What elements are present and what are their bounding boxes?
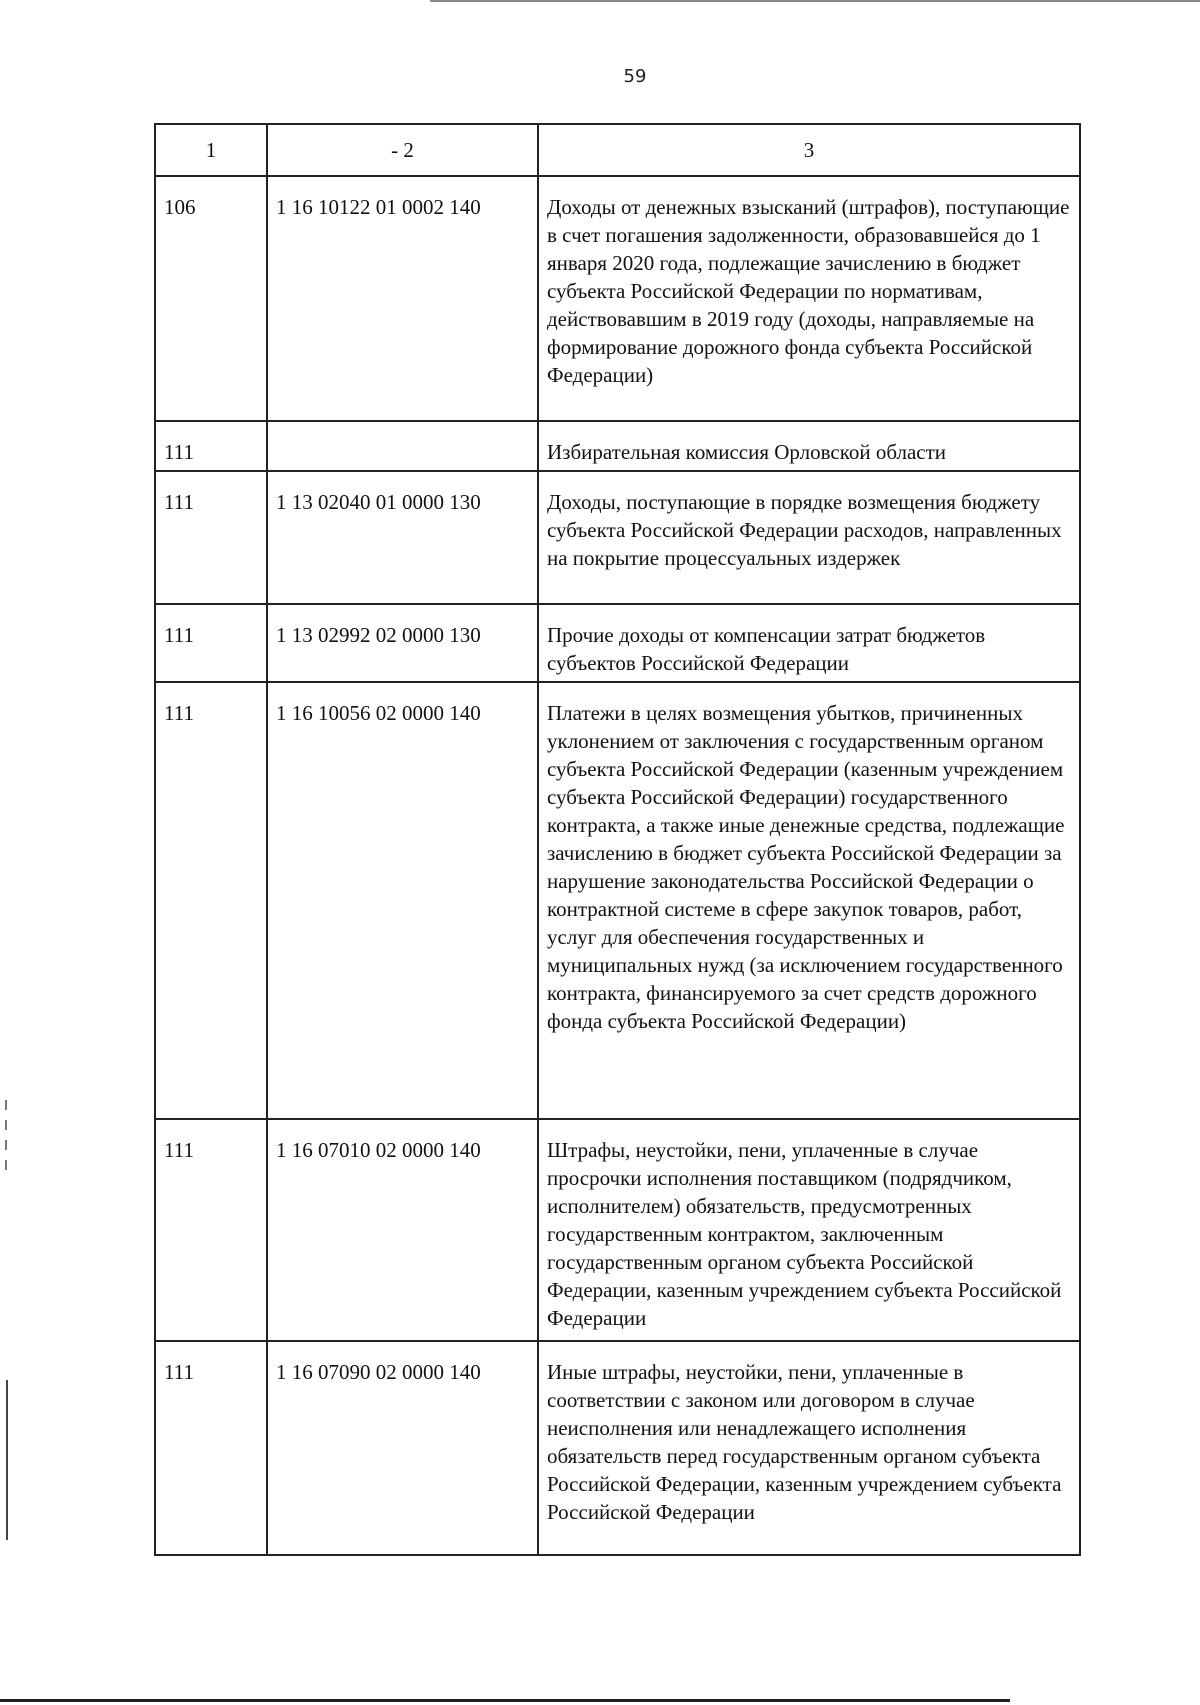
description-cell: Платежи в целях возмещения убытков, причиненных уклонением от заключения с государственным органом субъекта Российской Федерации (казенным учреждением субъекта Российской Федерации) государственного контракта, а также иные денежные средства, подлежащие зачислению в бюджет субъекта Российской Федерации за нарушение законодательства Российской Федерации о контрактной системе в сфере закупок товаров, работ, услуг для обеспечения государственных и муниципальных нужд (за исключением государственного контракта, финансируемого за счет средств дорожного фонда субъекта Российской Федерации)	[538, 682, 1080, 1119]
row-number-cell: 111	[155, 682, 267, 1119]
row-number-cell: 111	[155, 1119, 267, 1341]
scan-edge-left	[6, 1380, 8, 1540]
row-number-cell: 111	[155, 421, 267, 471]
scan-mark	[5, 1160, 7, 1170]
code-cell: 1 16 07090 02 0000 140	[267, 1341, 538, 1555]
scan-mark	[5, 1100, 7, 1110]
row-number-cell: 111	[155, 604, 267, 682]
code-cell: 1 16 07010 02 0000 140	[267, 1119, 538, 1341]
table-row	[155, 176, 1080, 421]
column-header-2: - 2	[267, 124, 538, 176]
row-number-cell: 111	[155, 471, 267, 604]
scan-mark	[5, 1140, 7, 1150]
scan-edge-bottom	[0, 1699, 1010, 1702]
revenue-codes-table	[154, 123, 1081, 1556]
table-row	[155, 682, 1080, 1119]
code-cell: 1 16 10056 02 0000 140	[267, 682, 538, 1119]
table-row	[155, 1119, 1080, 1341]
code-cell: 1 13 02040 01 0000 130	[267, 471, 538, 604]
table-row	[155, 421, 1080, 471]
column-header-1: 1	[155, 124, 267, 176]
code-cell: 1 13 02992 02 0000 130	[267, 604, 538, 682]
code-cell	[267, 421, 538, 471]
row-number-cell: 106	[155, 176, 267, 421]
description-cell: Доходы от денежных взысканий (штрафов), поступающие в счет погашения задолженности, образовавшейся до 1 января 2020 года, подлежащие зачислению в бюджет субъекта Российской Федерации по нормативам, действовавшим в 2019 году (доходы, направляемые на формирование дорожного фонда субъекта Российской Федерации)	[538, 176, 1080, 421]
column-header-3: 3	[538, 124, 1080, 176]
description-cell: Избирательная комиссия Орловской области	[538, 421, 1080, 471]
table-row	[155, 604, 1080, 682]
table-header-row	[155, 124, 1080, 176]
description-cell: Иные штрафы, неустойки, пени, уплаченные в соответствии с законом или договором в случае неисполнения или ненадлежащего исполнения обязательств перед государственным органом субъекта Российской Федерации, казенным учреждением субъекта Российской Федерации	[538, 1341, 1080, 1555]
description-cell: Прочие доходы от компенсации затрат бюджетов субъектов Российской Федерации	[538, 604, 1080, 682]
description-cell: Доходы, поступающие в порядке возмещения бюджету субъекта Российской Федерации расходов, направленных на покрытие процессуальных издержек	[538, 471, 1080, 604]
page-number: 59	[623, 66, 647, 87]
code-cell: 1 16 10122 01 0002 140	[267, 176, 538, 421]
table-row	[155, 471, 1080, 604]
scan-mark	[5, 1120, 7, 1130]
table-row	[155, 1341, 1080, 1555]
row-number-cell: 111	[155, 1341, 267, 1555]
description-cell: Штрафы, неустойки, пени, уплаченные в случае просрочки исполнения поставщиком (подрядчиком, исполнителем) обязательств, предусмотренных государственным контрактом, заключенным государственным органом субъекта Российской Федерации, казенным учреждением субъекта Российской Федерации	[538, 1119, 1080, 1341]
scan-edge-top	[430, 0, 1200, 2]
